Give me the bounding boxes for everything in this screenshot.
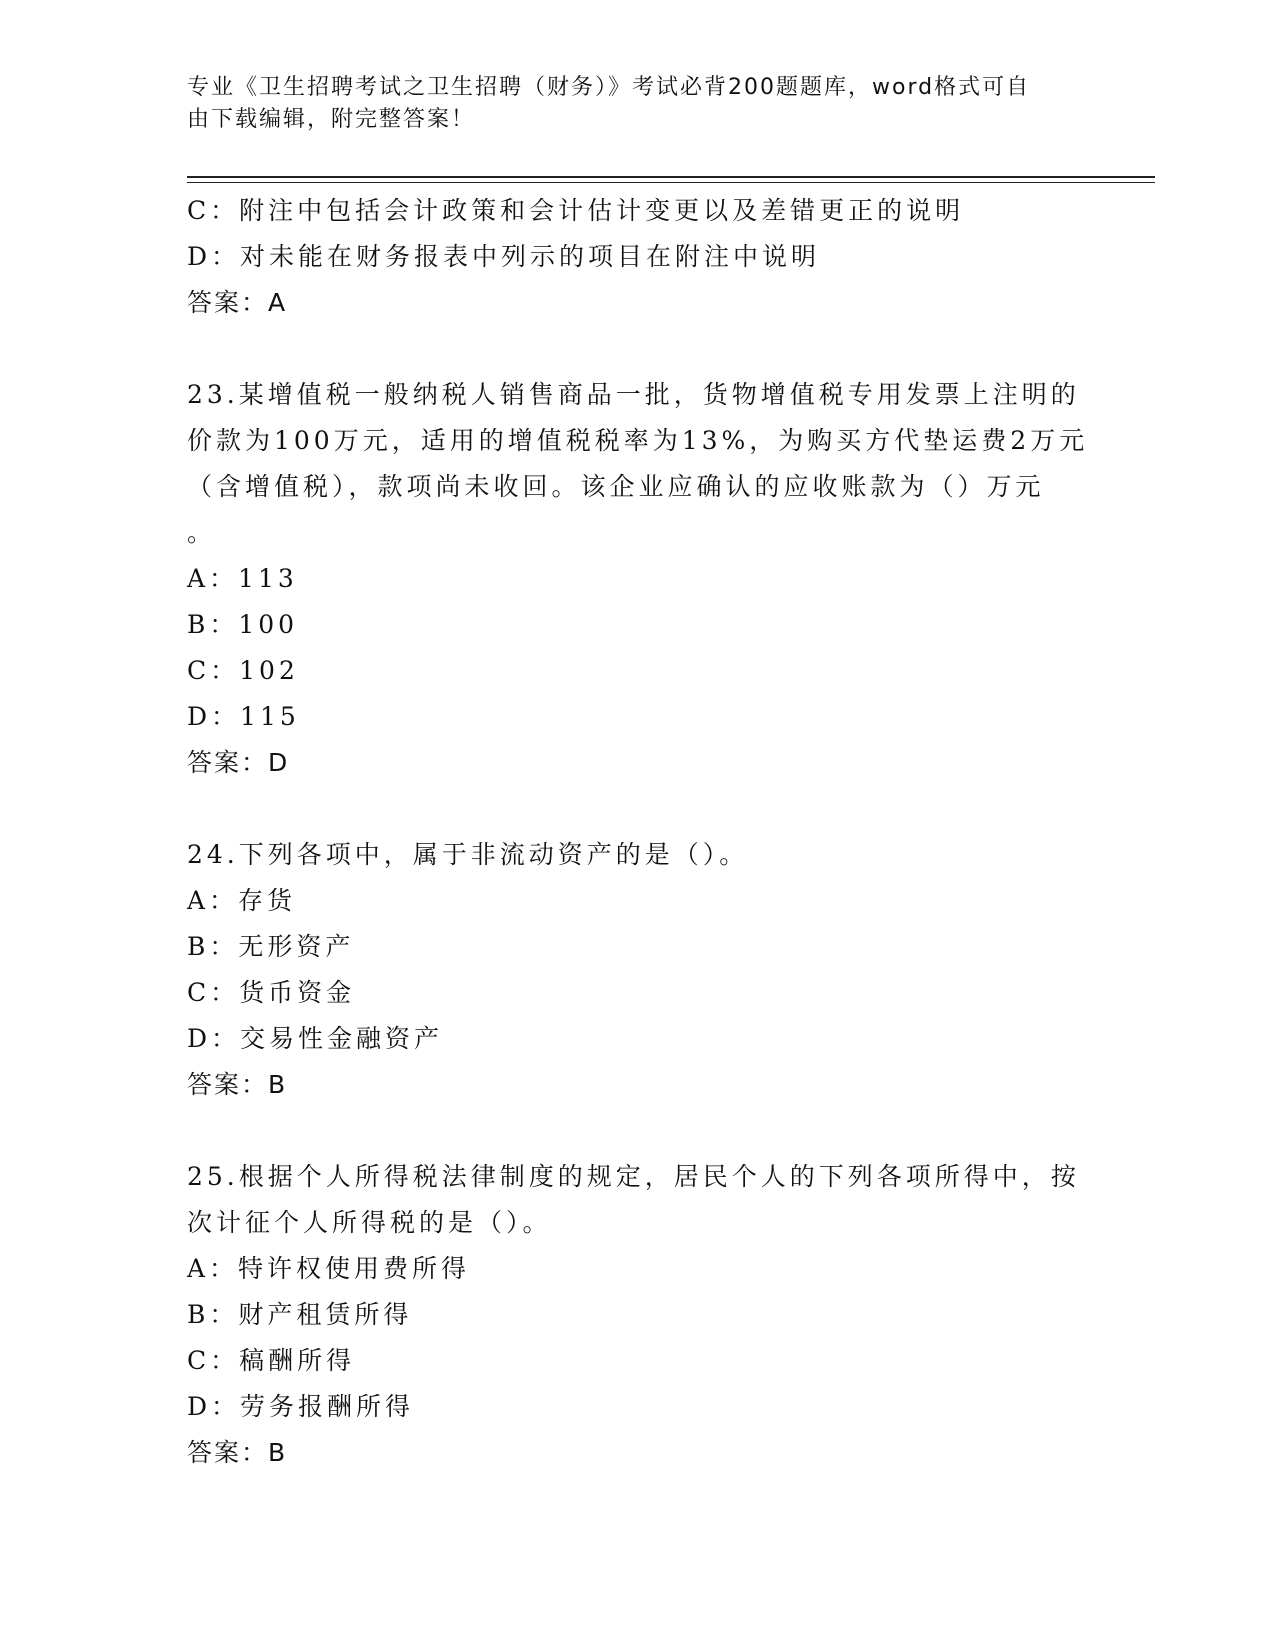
question-25: [187, 1154, 1087, 1476]
option-a: A：113: [187, 564, 298, 593]
answer: 答案：D: [187, 748, 290, 777]
document-header: [187, 72, 1067, 136]
question-text: 23.某增值税一般纳税人销售商品一批，货物增值税专用发票上注明的: [187, 380, 1080, 409]
spacer: [187, 786, 1087, 832]
option-a: A：存货: [187, 886, 297, 915]
question-text: （含增值税），款项尚未收回。该企业应确认的应收账款为（）万元: [187, 472, 1045, 501]
option-d: D：交易性金融资产: [187, 1024, 444, 1053]
option-c: C：102: [187, 656, 299, 685]
option-b: B：无形资产: [187, 932, 355, 961]
question-text: 。: [187, 518, 217, 547]
header-line-1: 专业《卫生招聘考试之卫生招聘（财务）》考试必背200题题库，word格式可自: [187, 75, 1031, 100]
header-divider-thin: [187, 182, 1155, 183]
answer: 答案：A: [187, 288, 288, 317]
header-divider-thick: [187, 176, 1155, 178]
header-line-2: 由下载编辑，附完整答案！: [187, 107, 476, 132]
document-body: [187, 188, 1087, 1476]
option-c: C：货币资金: [187, 978, 356, 1007]
spacer: [187, 1108, 1087, 1154]
option-c: C：稿酬所得: [187, 1346, 356, 1375]
option-b: B：100: [187, 610, 299, 639]
spacer: [187, 326, 1087, 372]
question-text: 价款为100万元，适用的增值税税率为13%，为购买方代垫运费2万元: [187, 426, 1089, 455]
option-a: A：特许权使用费所得: [187, 1254, 471, 1283]
question-text: 25.根据个人所得税法律制度的规定，居民个人的下列各项所得中，按: [187, 1162, 1080, 1191]
option-c: C：附注中包括会计政策和会计估计变更以及差错更正的说明: [187, 196, 965, 225]
option-d: D：劳务报酬所得: [187, 1392, 415, 1421]
question-22-tail: [187, 188, 1087, 326]
answer: 答案：B: [187, 1070, 288, 1099]
option-d: D：对未能在财务报表中列示的项目在附注中说明: [187, 242, 821, 271]
question-text: 24.下列各项中，属于非流动资产的是（）。: [187, 840, 749, 869]
question-24: [187, 832, 1087, 1108]
option-b: B：财产租赁所得: [187, 1300, 413, 1329]
answer: 答案：B: [187, 1438, 288, 1467]
question-text: 次计征个人所得税的是（）。: [187, 1208, 552, 1237]
question-23: [187, 372, 1087, 786]
option-d: D：115: [187, 702, 300, 731]
